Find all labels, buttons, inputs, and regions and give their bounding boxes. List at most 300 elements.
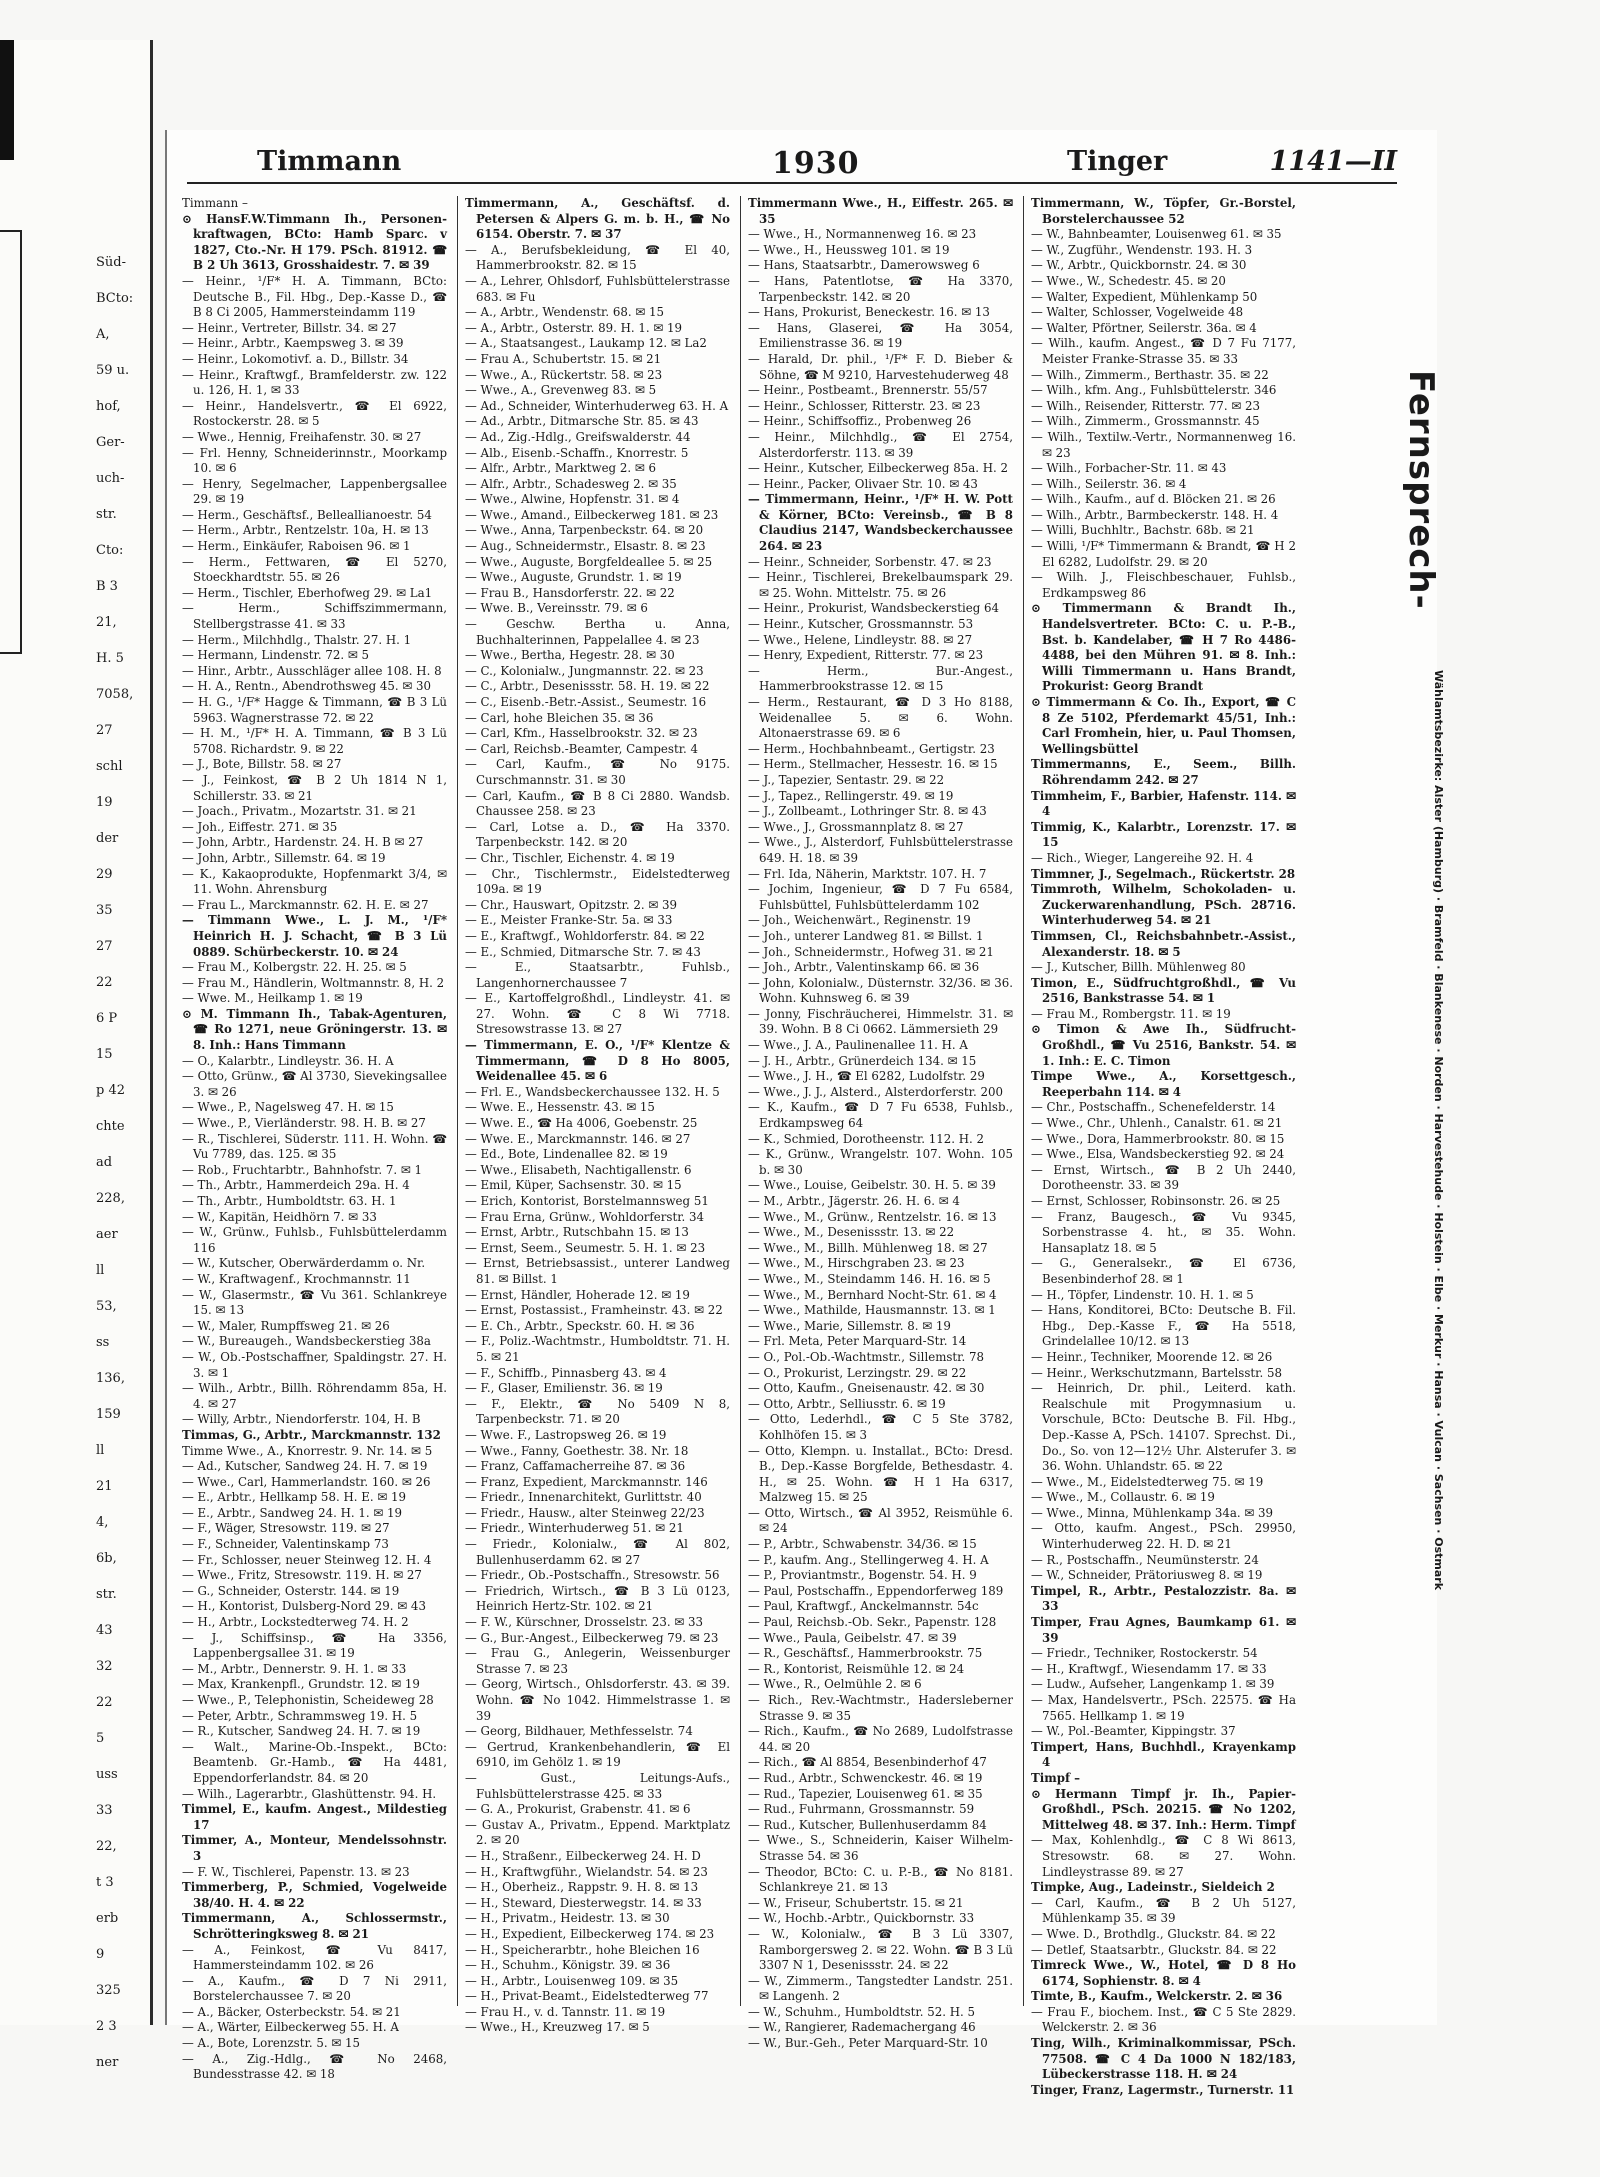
directory-entry: — Joh., Schneidermstr., Hofweg 31. ✉ 21 [748, 944, 994, 959]
directory-entry: — Wwe. D., Brothdlg., Gluckstr. 84. ✉ 22 [1031, 1926, 1276, 1941]
directory-entry: Ting, Wilh., Kriminalkommissar, PSch. 77508. ☎ C 4 Da 1000 N 182/183, Lübeckerstrasse 118. H. ✉ 24 [1031, 2036, 1296, 2082]
directory-entry: — Paul, Reichsb.-Ob. Sekr., Papenstr. 128 [748, 1615, 997, 1630]
directory-entry: — Heinr., Packer, Olivaer Str. 10. ✉ 43 [748, 476, 978, 491]
directory-entry: — Heinr., Handelsvertr., ☎ El 6922, Rostockerstr. 28. ✉ 5 [182, 398, 447, 429]
directory-entry: — A., Staatsangest., Laukamp 12. ✉ La2 [465, 336, 707, 351]
directory-entry: — Wilh., Forbacher-Str. 11. ✉ 43 [1031, 461, 1227, 476]
directory-entry: — Wwe., J. H., ☎ El 6282, Ludolfstr. 29 [748, 1069, 985, 1084]
directory-entry: — G., Generalsekr., ☎ El 6736, Besenbinderhof 28. ✉ 1 [1031, 1256, 1296, 1286]
directory-entry: — Aug., Schneidermstr., Elsastr. 8. ✉ 23 [465, 539, 706, 554]
directory-entry: — Otto, Lederhdl., ☎ C 5 Ste 3782, Kohlhöfen 15. ✉ 3 [748, 1412, 1013, 1442]
ad-box-fragment [0, 230, 22, 654]
previous-page-fragment: H. 5 [96, 651, 124, 666]
previous-page-fragment: uss [96, 1767, 118, 1782]
directory-entry: — F., Wäger, Stresowstr. 119. ✉ 27 [182, 1521, 390, 1536]
directory-entry: — Hans, Glaserei, ☎ Ha 3054, Emilienstrasse 36. ✉ 19 [748, 320, 1013, 351]
directory-entry: — Peter, Arbtr., Schrammsweg 19. H. 5 [182, 1708, 418, 1723]
directory-entry: Timte, B., Kaufm., Welckerstr. 2. ✉ 36 [1031, 1989, 1283, 2004]
directory-entry: — Wwe., M., Collaustr. 6. ✉ 19 [1031, 1490, 1215, 1505]
directory-entry: — Wwe., P., Nagelsweg 47. H. ✉ 15 [182, 1100, 394, 1115]
directory-entry: — Heinr., Werkschutzmann, Bartelsstr. 58 [1031, 1365, 1282, 1380]
directory-entry: Timme Wwe., A., Knorrestr. 9. Nr. 14. ✉ 5 [182, 1443, 433, 1458]
directory-entry: — K., Schmied, Dorotheenstr. 112. H. 2 [748, 1131, 985, 1146]
directory-entry: — Wwe., Dora, Hammerbrookstr. 80. ✉ 15 [1031, 1131, 1285, 1146]
columns-container [182, 196, 1296, 2097]
directory-entry: — Paul, Postschaffn., Eppendorferweg 189 [748, 1583, 1004, 1598]
directory-entry: — Rud., Kutscher, Bullenhuserdamm 84 [748, 1817, 987, 1832]
previous-page-fragment: 9 [96, 1947, 105, 1962]
directory-entry: — Frl. Meta, Peter Marquard-Str. 14 [748, 1334, 967, 1349]
directory-entry: — Carl, Kaufm., ☎ B 2 Uh 5127, Mühlenkamp 35. ✉ 39 [1031, 1895, 1296, 1926]
directory-entry: Timmel, E., kaufm. Angest., Mildestieg 17 [182, 1802, 447, 1832]
directory-entry: — Frau A., Schubertstr. 15. ✉ 21 [465, 351, 662, 366]
directory-entry: — Rich., Kaufm., ☎ No 2689, Ludolfstrasse 44. ✉ 20 [748, 1724, 1013, 1754]
directory-entry: — Wilh., Kaufm., auf d. Blöcken 21. ✉ 26 [1031, 492, 1276, 507]
previous-page-fragment: ll [96, 1443, 105, 1458]
previous-page-fragment: hof, [96, 399, 121, 414]
previous-page-fragment: ll [96, 1263, 105, 1278]
previous-page-fragment: BCto: [96, 291, 134, 306]
column-4 [1031, 196, 1296, 2097]
directory-entry: — Friedr., Hausw., alter Steinweg 22/23 [465, 1505, 705, 1520]
previous-page-fragment: schl [96, 759, 123, 774]
directory-entry: — Wwe., Chr., Uhlenh., Canalstr. 61. ✉ 21 [1031, 1116, 1283, 1131]
previous-page-fragment: 22, [96, 1839, 117, 1854]
directory-entry: Tinger, Franz, Lagermstr., Turnerstr. 11 [1031, 2082, 1295, 2097]
directory-entry: — Wilh., Seilerstr. 36. ✉ 4 [1031, 476, 1187, 491]
directory-entry: — F., Glaser, Emilienstr. 36. ✉ 19 [465, 1381, 663, 1396]
directory-entry: — F., Elektr., ☎ No 5409 N 8, Tarpenbeckstr. 71. ✉ 20 [465, 1396, 730, 1427]
directory-entry: — Carl, hohe Bleichen 35. ✉ 36 [465, 710, 654, 725]
directory-entry: — Wwe., Auguste, Grundstr. 1. ✉ 19 [465, 570, 682, 585]
directory-entry: — Jochim, Ingenieur, ☎ D 7 Fu 6584, Fuhlsbüttel, Fuhlsbüttelerdamm 102 [748, 882, 1013, 912]
directory-entry: — W., Friseur, Schubertstr. 15. ✉ 21 [748, 1895, 964, 1910]
directory-entry: — Friedr., Ob.-Postschaffn., Stresowstr. 56 [465, 1568, 720, 1583]
column-divider [457, 196, 458, 2006]
directory-entry: Timpf – [1031, 1770, 1081, 1785]
directory-entry: — Franz, Expedient, Marckmannstr. 146 [465, 1474, 708, 1489]
directory-entry: ⊙ Timon & Awe Ih., Südfrucht-Großhdl., ☎ Vu 2516, Bankstr. 54. ✉ 1. Inh.: E. C. Timon [1031, 1022, 1296, 1068]
previous-page-fragment: 53, [96, 1299, 117, 1314]
side-margin [1397, 370, 1457, 1850]
header-year: 1930 [772, 146, 860, 181]
directory-entry: — Wwe. E., Marckmannstr. 146. ✉ 27 [465, 1131, 691, 1146]
directory-entry: — Heinr., Tischlerei, Brekelbaumspark 29. ✉ 25. Wohn. Mittelstr. 75. ✉ 26 [748, 570, 1013, 600]
directory-entry: Timmerberg, P., Schmied, Vogelweide 38/40. H. 4. ✉ 22 [182, 1880, 447, 1910]
directory-entry: — Erich, Kontorist, Borstelmannsweg 51 [465, 1194, 709, 1208]
directory-entry: — Chr., Tischlermstr., Eidelstedterweg 109a. ✉ 19 [465, 866, 730, 897]
directory-entry: — Herm., Hochbahnbeamt., Gertigstr. 23 [748, 741, 995, 756]
previous-page-fragment: 159 [96, 1407, 121, 1422]
directory-entry: — Rud., Tapezier, Louisenweg 61. ✉ 35 [748, 1786, 983, 1801]
directory-entry: — Fr., Schlosser, neuer Steinweg 12. H. 4 [182, 1552, 432, 1567]
directory-entry: — Th., Arbtr., Humboldtstr. 63. H. 1 [182, 1194, 397, 1208]
previous-page-fragment: 7058, [96, 687, 134, 702]
directory-entry: Timmermann, A., Schlossermstr., Schrötteringksweg 8. ✉ 21 [182, 1911, 447, 1941]
previous-page-fragment: 4, [96, 1515, 109, 1530]
directory-entry: — Frau M., Rombergstr. 11. ✉ 19 [1031, 1006, 1231, 1021]
directory-entry: — Ernst, Arbtr., Rutschbahn 15. ✉ 13 [465, 1225, 689, 1240]
directory-entry: — W., Bureaugeh., Wandsbeckerstieg 38a [182, 1334, 431, 1349]
directory-entry: — Alfr., Arbtr., Schadesweg 2. ✉ 35 [465, 476, 677, 491]
directory-entry: — H., Kraftwgf., Wiesendamm 17. ✉ 33 [1031, 1661, 1267, 1676]
directory-entry: — Wilh., Arbtr., Barmbeckerstr. 148. H. 4 [1031, 507, 1279, 522]
directory-entry: — Th., Arbtr., Hammerdeich 29a. H. 4 [182, 1178, 410, 1193]
directory-entry: — Ernst, Schlosser, Robinsonstr. 26. ✉ 25 [1031, 1194, 1281, 1208]
directory-entry: — C., Kolonialw., Jungmannstr. 22. ✉ 23 [465, 663, 704, 678]
directory-entry: — Rud., Arbtr., Schwenckestr. 46. ✉ 19 [748, 1770, 983, 1785]
directory-entry: — M., Arbtr., Jägerstr. 26. H. 6. ✉ 4 [748, 1194, 960, 1208]
directory-entry: — Heinr., Schiffsoffiz., Probenweg 26 [748, 414, 972, 429]
directory-entry: Timreck Wwe., W., Hotel, ☎ D 8 Ho 6174, Sophienstr. 8. ✉ 4 [1031, 1958, 1296, 1988]
previous-page-fragment: 35 [96, 903, 113, 918]
directory-entry: — W., Zimmerm., Tangstedter Landstr. 251. ✉ Langenh. 2 [748, 1973, 1013, 2004]
directory-entry: — Heinr., Postbeamt., Brennerstr. 55/57 [748, 383, 988, 398]
directory-entry: — Gustav A., Privatm., Eppend. Marktplatz 2. ✉ 20 [465, 1817, 730, 1848]
directory-entry: — Otto, Kaufm., Gneisenaustr. 42. ✉ 30 [748, 1381, 985, 1396]
directory-entry: — M., Arbtr., Dennerstr. 9. H. 1. ✉ 33 [182, 1661, 407, 1676]
directory-entry: — Wwe. E., ☎ Ha 4006, Goebenstr. 25 [465, 1116, 698, 1131]
previous-page-fragment: aer [96, 1227, 118, 1242]
directory-entry: — Harald, Dr. phil., ¹/F* F. D. Bieber & Söhne, ☎ M 9210, Harvestehuderweg 48 [748, 351, 1013, 382]
directory-entry: — Herm., Bur.-Angest., Hammerbrookstrasse 12. ✉ 15 [748, 663, 1013, 694]
directory-entry: — Wwe., Auguste, Borgfeldeallee 5. ✉ 25 [465, 554, 713, 569]
previous-page-fragment: 15 [96, 1047, 113, 1062]
directory-entry: — Friedrich, Wirtsch., ☎ B 3 Lü 0123, Heinrich Hertz-Str. 102. ✉ 21 [465, 1583, 730, 1614]
directory-entry: — P., Arbtr., Schwabenstr. 34/36. ✉ 15 [748, 1537, 977, 1552]
directory-entry: — Heinr., Kutscher, Grossmannstr. 53 [748, 617, 974, 632]
directory-entry: — Wilh., kfm. Ang., Fuhlsbüttelerstr. 346 [1031, 383, 1277, 398]
directory-entry: — Friedr., Techniker, Rostockerstr. 54 [1031, 1646, 1258, 1661]
directory-entry: — A., Bäcker, Osterbeckstr. 54. ✉ 21 [182, 2004, 401, 2019]
previous-page-fragment: ss [96, 1335, 110, 1350]
directory-entry: — Rob., Fruchtarbtr., Bahnhofstr. 7. ✉ 1 [182, 1162, 423, 1177]
directory-entry: — E., Arbtr., Sandweg 24. H. 1. ✉ 19 [182, 1505, 403, 1520]
directory-entry: — Alb., Eisenb.-Schaffn., Knorrestr. 5 [465, 445, 689, 460]
directory-entry: — Wilh., Zimmerm., Grossmannstr. 45 [1031, 414, 1260, 429]
previous-page-fragment: t 3 [96, 1875, 114, 1890]
directory-entry: — J., Bote, Billstr. 58. ✉ 27 [182, 757, 342, 772]
directory-entry: — Chr., Postschaffn., Schenefelderstr. 14 [1031, 1100, 1276, 1115]
directory-entry: — A., Wärter, Eilbeckerweg 55. H. A [182, 2020, 399, 2035]
previous-page-fragment: ner [96, 2055, 119, 2070]
directory-entry: — Wwe., M., Billh. Mühlenweg 18. ✉ 27 [748, 1240, 988, 1255]
directory-entry: ⊙ HansF.W.Timmann Ih., Personen-kraftwagen, BCto: Hamb Sparc. v 1827, Cto.-Nr. H 179. PSch. 81912. ☎ B 2 Uh 3613, Grosshaidestr. 7. ✉ 39 [182, 211, 447, 273]
previous-page-fragment: 2 3 [96, 2019, 117, 2034]
directory-entry: — Wwe., Amand., Eilbeckerweg 181. ✉ 23 [465, 507, 719, 522]
directory-entry: — Hans, Prokurist, Beneckestr. 16. ✉ 13 [748, 305, 990, 320]
directory-entry: — Wwe., Elsa, Wandsbeckerstieg 92. ✉ 24 [1031, 1147, 1285, 1162]
directory-entry: — Wwe., J. A., Paulinenallee 11. H. A [748, 1038, 968, 1053]
directory-entry: — Wwe., A., Grevenweg 83. ✉ 5 [465, 383, 657, 398]
column-3 [748, 196, 1013, 2051]
directory-entry: — Willi, ¹/F* Timmermann & Brandt, ☎ H 2 El 6282, Ludolfstr. 29. ✉ 20 [1031, 539, 1296, 569]
directory-entry: — W., Pol.-Beamter, Kippingstr. 37 [1031, 1724, 1236, 1739]
directory-entry: — J., Schiffsinsp., ☎ Ha 3356, Lappenbergsallee 31. ✉ 19 [182, 1630, 447, 1661]
directory-entry: — Paul, Kraftwgf., Anckelmannstr. 54c [748, 1599, 979, 1614]
directory-entry: — F., Schiffb., Pinnasberg 43. ✉ 4 [465, 1365, 667, 1380]
directory-entry: — Willy, Arbtr., Niendorferstr. 104, H. B [182, 1412, 421, 1427]
directory-entry: Timmroth, Wilhelm, Schokoladen- u. Zuckerwarenhandlung, PSch. 28716. Winterhuderweg 54. ✉ 21 [1031, 882, 1296, 928]
directory-entry: — Wwe., Alwine, Hopfenstr. 31. ✉ 4 [465, 492, 680, 507]
directory-entry: ⊙ M. Timmann Ih., Tabak-Agenturen, ☎ Ro 1271, neue Gröningerstr. 13. ✉ 8. Inh.: Hans Timmann [182, 1006, 447, 1053]
side-exchange-list: Wählamtsbezirke: Alster (Hamburg) · Bramfeld · Blankenese · Norden · Harvestehude · Holstein · Elbe · Merkur · Hansa · Vulcan · Sachsen · Ostmark [1432, 670, 1445, 1591]
previous-page-fragment: 43 [96, 1623, 113, 1638]
previous-page-fragment: str. [96, 1587, 117, 1602]
directory-entry: — Wwe., J. J., Alsterd., Alsterdorferstr. 200 [748, 1084, 1004, 1099]
directory-entry: — John, Arbtr., Sillemstr. 64. ✉ 19 [182, 850, 386, 865]
directory-entry: — A., Lehrer, Ohlsdorf, Fuhlsbüttelerstrasse 683. ✉ Fu [465, 273, 730, 304]
directory-entry: — Ad., Zig.-Hdlg., Greifswalderstr. 44 [465, 429, 691, 444]
directory-entry: — Frau L., Marckmannstr. 62. H. E. ✉ 27 [182, 897, 429, 912]
directory-entry: — Franz, Baugesch., ☎ Vu 9345, Sorbenstrasse 4. ht., ✉ 35. Wohn. Hansaplatz 18. ✉ 5 [1031, 1209, 1296, 1255]
directory-entry: — J., Tapezier, Sentastr. 29. ✉ 22 [748, 772, 945, 787]
directory-entry: — H., Kraftwgführ., Wielandstr. 54. ✉ 23 [465, 1864, 708, 1879]
directory-entry: — Frl. E., Wandsbeckerchaussee 132. H. 5 [465, 1084, 720, 1099]
directory-entry: — Timmermann, Heinr., ¹/F* H. W. Pott & Körner, BCto: Vereinsb., ☎ B 8 Claudius 2147, Wandsbeckerchaussee 264. ✉ 23 [748, 492, 1013, 554]
directory-entry: — G., Schneider, Osterstr. 144. ✉ 19 [182, 1583, 400, 1598]
previous-page-fragment: p 42 [96, 1083, 125, 1098]
directory-entry: — G. A., Prokurist, Grabenstr. 41. ✉ 6 [465, 1802, 691, 1817]
previous-page-fragment: A, [96, 327, 110, 342]
directory-entry: — H., Expedient, Eilbeckerweg 174. ✉ 23 [465, 1926, 715, 1941]
directory-entry: — O., Kalarbtr., Lindleystr. 36. H. A [182, 1053, 394, 1068]
previous-page-fragment: 19 [96, 795, 113, 810]
directory-entry: Timmheim, F., Barbier, Hafenstr. 114. ✉ 4 [1031, 788, 1296, 819]
directory-entry: Timper, Frau Agnes, Baumkamp 61. ✉ 39 [1031, 1615, 1296, 1645]
directory-entry: — H., Privatm., Heidestr. 13. ✉ 30 [465, 1911, 670, 1926]
directory-entry: — W., Kolonialw., ☎ B 3 Lü 3307, Ramborgersweg 2. ✉ 22. Wohn. ☎ B 3 Lü 3307 N 1, Desenissstr. 24. ✉ 22 [748, 1926, 1013, 1973]
directory-entry: — W., Kapitän, Heidhörn 7. ✉ 33 [182, 1209, 377, 1224]
directory-entry: Timon, E., Südfruchtgroßhdl., ☎ Vu 2516, Bankstrasse 54. ✉ 1 [1031, 975, 1296, 1006]
directory-entry: — Ad., Schneider, Winterhuderweg 63. H. A [465, 398, 729, 413]
directory-entry: — Wwe., P., Telephonistin, Scheideweg 28 [182, 1693, 434, 1707]
directory-entry: — O., Pol.-Ob.-Wachtmstr., Sillemstr. 78 [748, 1349, 985, 1364]
directory-entry: — Joh., Eiffestr. 271. ✉ 35 [182, 819, 338, 834]
header-last-name: Tinger [1067, 146, 1168, 177]
directory-entry: — A., Feinkost, ☎ Vu 8417, Hammersteindamm 102. ✉ 26 [182, 1942, 447, 1973]
directory-entry: — Heinr., Kraftwgf., Bramfelderstr. zw. 122 u. 126, H. 1, ✉ 33 [182, 367, 447, 398]
directory-entry: — R., Tischlerei, Süderstr. 111. H. Wohn. ☎ Vu 7789, das. 125. ✉ 35 [182, 1131, 447, 1162]
directory-entry: — Wilh., kaufm. Angest., ☎ D 7 Fu 7177, Meister Franke-Strasse 35. ✉ 33 [1031, 336, 1296, 366]
directory-entry: Timpert, Hans, Buchhdl., Krayenkamp 4 [1031, 1739, 1296, 1770]
directory-entry: — Hans, Konditorei, BCto: Deutsche B. Fil. Hbg., Dep.-Kasse F., ☎ Ha 5518, Grindelallee 10/12. ✉ 13 [1031, 1303, 1296, 1349]
directory-entry: — F., Poliz.-Wachtmstr., Humboldtstr. 71. H. 5. ✉ 21 [465, 1334, 730, 1364]
directory-entry: Timmig, K., Kalarbtr., Lorenzstr. 17. ✉ 15 [1031, 819, 1296, 850]
header-first-name: Timmann [257, 146, 402, 177]
directory-entry: — Wilh. J., Fleischbeschauer, Fuhlsb., Erdkampsweg 86 [1031, 570, 1296, 600]
directory-entry: — Rud., Fuhrmann, Grossmannstr. 59 [748, 1802, 975, 1817]
directory-entry: — F., Schneider, Valentinskamp 73 [182, 1537, 389, 1552]
previous-page-fragment: 59 u. [96, 363, 130, 378]
directory-entry: — Wwe., M., Hirschgraben 23. ✉ 23 [748, 1256, 965, 1271]
directory-entry: — J. H., Arbtr., Grünerdeich 134. ✉ 15 [748, 1053, 977, 1068]
directory-entry: — E., Kartoffelgroßhdl., Lindleystr. 41. ✉ 27. Wohn. ☎ C 8 Wi 7718. Stresowstrasse 13. ✉ 27 [465, 991, 730, 1037]
directory-entry: — Heinrich, Dr. phil., Leiterd. kath. Realschule mit Progymnasium u. Vorschule, BCto: Deutsche B. Fil. Hbg., Dep.-Kasse A, PSch. 14107. Sprechst. Di., Do., So. von 12—12½ Uhr. Alsterufer 3. ✉ 36. Wohn. Uhlandstr. 65. ✉ 22 [1031, 1381, 1296, 1474]
directory-entry: — R., Geschäftsf., Hammerbrookstr. 75 [748, 1646, 983, 1661]
directory-entry: — J., Feinkost, ☎ B 2 Uh 1814 N 1, Schillerstr. 33. ✉ 21 [182, 772, 447, 803]
directory-entry: — Ludw., Aufseher, Langenkamp 1. ✉ 39 [1031, 1677, 1275, 1692]
directory-entry: — F. W., Tischlerei, Papenstr. 13. ✉ 23 [182, 1864, 410, 1879]
previous-page-fragment: 325 [96, 1983, 121, 1998]
directory-entry: — W., Grünw., Fuhlsb., Fuhlsbüttelerdamm 116 [182, 1225, 447, 1255]
column-divider [740, 196, 741, 2006]
directory-entry: Timmner, J., Segelmach., Rückertstr. 28 [1031, 866, 1296, 881]
directory-entry: — Max, Handelsvertr., PSch. 22575. ☎ Ha 7565. Hellkamp 1. ✉ 19 [1031, 1693, 1296, 1723]
directory-entry: — A., Kaufm., ☎ D 7 Ni 2911, Borstelerchaussee 7. ✉ 20 [182, 1973, 447, 2004]
directory-entry: — W., Rangierer, Rademachergang 46 [748, 2020, 976, 2035]
directory-entry: — W., Arbtr., Quickbornstr. 24. ✉ 30 [1031, 258, 1247, 273]
running-header [187, 142, 1397, 184]
directory-entry: ⊙ Hermann Timpf jr. Ih., Papier-Großhdl., PSch. 20215. ☎ No 1202, Mittelweg 48. ✉ 37. Inh.: Herm. Timpf [1031, 1786, 1296, 1832]
directory-entry: — Walt., Marine-Ob.-Inspekt., BCto: Beamtenb. Gr.-Hamb., ☎ Ha 4481, Eppendorferlandstr. 84. ✉ 20 [182, 1739, 447, 1785]
directory-entry: — H., Oberheiz., Rappstr. 9. H. 8. ✉ 13 [465, 1880, 699, 1895]
previous-page-fragment: Ger- [96, 435, 125, 450]
directory-entry: — A., Berufsbekleidung, ☎ El 40, Hammerbrookstr. 82. ✉ 15 [465, 242, 730, 273]
directory-entry: — Willi, Buchhltr., Bachstr. 68b. ✉ 21 [1031, 523, 1255, 538]
directory-entry: — A., Zig.-Hdlg., ☎ No 2468, Bundesstrasse 42. ✉ 18 [182, 2051, 447, 2082]
directory-entry: — Heinr., Lokomotivf. a. D., Billstr. 34 [182, 351, 409, 366]
directory-entry: — Wilh., Reisender, Ritterstr. 77. ✉ 23 [1031, 398, 1261, 413]
directory-entry: — Wwe., M., Grünw., Rentzelstr. 16. ✉ 13 [748, 1209, 997, 1224]
directory-entry: — H., Speicherarbtr., hohe Bleichen 16 [465, 1942, 700, 1957]
directory-entry: — Wwe., H., Kreuzweg 17. ✉ 5 [465, 2020, 650, 2035]
directory-entry: — Joach., Privatm., Mozartstr. 31. ✉ 21 [182, 804, 417, 819]
previous-page-fragment: 29 [96, 867, 113, 882]
directory-entry: — Joh., Arbtr., Valentinskamp 66. ✉ 36 [748, 960, 980, 975]
directory-entry: ⊙ Timmermann & Co. Ih., Export, ☎ C 8 Ze 5102, Pferdemarkt 45/51, Inh.: Carl Fromhein, hier, u. Paul Thomsen, Wellingsbüttel [1031, 695, 1296, 756]
directory-entry: — O., Prokurist, Lerzingstr. 29. ✉ 22 [748, 1365, 967, 1380]
directory-entry: — Timmann Wwe., L. J. M., ¹/F* Heinrich H. J. Schacht, ☎ B 3 Lü 0889. Schürbeckerstr. 10. ✉ 24 [182, 913, 447, 959]
directory-entry: — R., Postschaffn., Neumünsterstr. 24 [1031, 1552, 1259, 1567]
directory-entry: — John, Arbtr., Hardenstr. 24. H. B ✉ 27 [182, 835, 424, 850]
directory-entry: Timmermann, W., Töpfer, Gr.-Borstel, Borstelerchaussee 52 [1031, 196, 1296, 226]
directory-entry: — Rich., Wieger, Langereihe 92. H. 4 [1031, 850, 1254, 865]
previous-page-fragment: 5 [96, 1731, 105, 1746]
directory-entry: — Hinr., Arbtr., Ausschläger allee 108. H. 8 [182, 663, 442, 678]
column-2 [465, 196, 730, 2035]
directory-entry: — Heinr., Vertreter, Billstr. 34. ✉ 27 [182, 320, 397, 335]
binding-shadow [0, 40, 14, 160]
directory-entry: — Otto, Klempn. u. Installat., BCto: Dresd. B., Dep.-Kasse Borgfelde, Bethesdastr. 4. H., ✉ 25. Wohn. ☎ H 1 Ha 6317, Malzweg 15. ✉ 25 [748, 1443, 1013, 1505]
directory-entry: — H., Schuhm., Königstr. 39. ✉ 36 [465, 1958, 671, 1973]
directory-entry: ⊙ Timmermann & Brandt Ih., Handelsvertreter. BCto: C. u. P.-B., Bst. b. Kandelaber, ☎ H 7 Ro 4486-4488, bei den Mühren 91. ✉ 8. Inh.: Willi Timmermann u. Hans Brandt, Prokurist: Georg Brandt [1031, 601, 1296, 694]
directory-entry: — Wwe. F., Lastropsweg 26. ✉ 19 [465, 1427, 667, 1442]
directory-entry: — E., Arbtr., Hellkamp 58. H. E. ✉ 19 [182, 1490, 406, 1505]
directory-entry: — Frau B., Hansdorferstr. 22. ✉ 22 [465, 585, 675, 600]
directory-entry: — Wwe., Louise, Geibelstr. 30. H. 5. ✉ 39 [748, 1178, 996, 1193]
directory-entry: — Herm., Restaurant, ☎ D 3 Ho 8188, Weidenallee 5. ✉ 6. Wohn. Altonaerstrasse 69. ✉ 6 [748, 695, 1013, 741]
previous-page-fragment: erb [96, 1911, 119, 1926]
directory-entry: — Heinr., Schneider, Sorbenstr. 47. ✉ 23 [748, 554, 992, 569]
directory-entry: — E., Staatsarbtr., Fuhlsb., Langenhornerchaussee 7 [465, 960, 730, 990]
directory-entry: Timmsen, Cl., Reichsbahnbetr.-Assist., Alexanderstr. 18. ✉ 5 [1031, 928, 1296, 959]
previous-page-fragment: 21, [96, 615, 117, 630]
directory-entry: — K., Kakaoprodukte, Hopfenmarkt 3/4, ✉ 11. Wohn. Ahrensburg [182, 866, 447, 897]
directory-entry: — A., Arbtr., Wendenstr. 68. ✉ 15 [465, 305, 665, 320]
directory-entry: — Herm., Milchhdlg., Thalstr. 27. H. 1 [182, 632, 412, 647]
directory-entry: — H., Arbtr., Louisenweg 109. ✉ 35 [465, 1973, 679, 1988]
directory-entry: — Heinr., Kutscher, Eilbeckerweg 85a. H. 2 [748, 461, 1009, 476]
directory-entry: — W., Schneider, Prätoriusweg 8. ✉ 19 [1031, 1568, 1263, 1583]
previous-page-fragment: 228, [96, 1191, 125, 1206]
directory-entry: — Herm., Schiffszimmermann, Stellbergstrasse 41. ✉ 33 [182, 601, 447, 632]
previous-page-fragment: der [96, 831, 119, 846]
directory-entry: — Heinr., Milchhdlg., ☎ El 2754, Alsterdorferstr. 113. ✉ 39 [748, 429, 1013, 460]
previous-page-fragment: 27 [96, 723, 113, 738]
directory-entry: — Frau H., v. d. Tannstr. 11. ✉ 19 [465, 2004, 666, 2019]
directory-entry: — Georg, Wirtsch., Ohlsdorferstr. 43. ✉ 39. Wohn. ☎ No 1042. Himmelstrasse 1. ✉ 39 [465, 1677, 730, 1723]
page-number: 1141—II [1269, 146, 1397, 177]
directory-entry: — Wwe., J., Grossmannplatz 8. ✉ 27 [748, 819, 964, 834]
directory-entry: — Wwe., M., Steindamm 146. H. 16. ✉ 5 [748, 1271, 991, 1286]
directory-entry: — H. A., Rentn., Abendrothsweg 45. ✉ 30 [182, 679, 432, 694]
directory-entry: — Timmermann, E. O., ¹/F* Klentze & Timmermann, ☎ D 8 Ho 8005, Weidenallee 45. ✉ 6 [465, 1038, 730, 1084]
directory-entry: — Frau F., biochem. Inst., ☎ C 5 Ste 2829. Welckerstr. 2. ✉ 36 [1031, 2004, 1296, 2035]
directory-entry: — Wwe., Anna, Tarpenbeckstr. 64. ✉ 20 [465, 523, 704, 538]
directory-entry: — C., Arbtr., Desenissstr. 58. H. 19. ✉ 22 [465, 679, 710, 694]
directory-entry: Timmermann, A., Geschäftsf. d. Petersen & Alpers G. m. b. H., ☎ No 6154. Oberstr. 7. ✉ 37 [465, 196, 730, 242]
directory-entry: — Georg, Bildhauer, Methfesselstr. 74 [465, 1724, 693, 1739]
previous-page-fragment: 22 [96, 1695, 113, 1710]
directory-entry: — Ernst, Postassist., Framheinstr. 43. ✉ 22 [465, 1303, 723, 1318]
directory-entry: — Joh., unterer Landweg 81. ✉ Billst. 1 [748, 928, 984, 943]
directory-entry: — Rich., Rev.-Wachtmstr., Hadersleberner Strasse 9. ✉ 35 [748, 1693, 1013, 1723]
directory-entry: — W., Glasermstr., ☎ Vu 361. Schlankreye 15. ✉ 13 [182, 1287, 447, 1318]
directory-entry: — Wwe., M., Desenissstr. 13. ✉ 22 [748, 1225, 955, 1240]
directory-entry: — Wwe., Fritz, Stresowstr. 119. H. ✉ 27 [182, 1568, 422, 1583]
directory-entry: — Wwe., Paula, Geibelstr. 47. ✉ 39 [748, 1630, 957, 1645]
directory-entry: — Chr., Tischler, Eichenstr. 4. ✉ 19 [465, 850, 675, 865]
directory-entry: — W., Schuhm., Humboldtstr. 52. H. 5 [748, 2004, 976, 2019]
directory-entry: — Wwe., J., Alsterdorf, Fuhlsbüttelerstrasse 649. H. 18. ✉ 39 [748, 835, 1013, 865]
directory-entry: Timpel, R., Arbtr., Pestalozzistr. 8a. ✉ 33 [1031, 1583, 1296, 1614]
directory-entry: — Ernst, Händler, Hoherade 12. ✉ 19 [465, 1287, 690, 1302]
directory-entry: — Henry, Segelmacher, Lappenbergsallee 29. ✉ 19 [182, 476, 447, 507]
directory-entry: Timmer, A., Monteur, Mendelssohnstr. 3 [182, 1833, 447, 1863]
directory-entry: — Wwe., Marie, Sillemstr. 8. ✉ 19 [748, 1318, 951, 1333]
directory-entry: — R., Kontorist, Reismühle 12. ✉ 24 [748, 1661, 965, 1676]
directory-entry: — Herm., Einkäufer, Raboisen 96. ✉ 1 [182, 539, 411, 554]
directory-entry: Timmas, G., Arbtr., Marckmannstr. 132 [182, 1427, 441, 1442]
directory-entry: — Heinr., Arbtr., Kaempsweg 3. ✉ 39 [182, 336, 404, 351]
directory-entry: — Herm., Stellmacher, Hessestr. 16. ✉ 15 [748, 757, 998, 772]
directory-entry: — Gust., Leitungs-Aufs., Fuhlsbüttelerstrasse 425. ✉ 33 [465, 1770, 730, 1801]
previous-page-fragment: Süd- [96, 255, 126, 270]
directory-entry: — Hermann, Lindenstr. 72. ✉ 5 [182, 648, 369, 663]
directory-entry: — Max, Krankenpfl., Grundstr. 12. ✉ 19 [182, 1677, 420, 1692]
directory-entry: — P., Proviantmstr., Bogenstr. 54. H. 9 [748, 1568, 977, 1583]
directory-page [165, 130, 1445, 2097]
directory-entry: — Carl, Lotse a. D., ☎ Ha 3370. Tarpenbeckstr. 142. ✉ 20 [465, 819, 730, 850]
directory-entry: — H., Töpfer, Lindenstr. 10. H. 1. ✉ 5 [1031, 1287, 1254, 1302]
directory-entry: — Rich., ☎ Al 8854, Besenbinderhof 47 [748, 1755, 987, 1770]
directory-entry: — H., Privat-Beamt., Eidelstedterweg 77 [465, 1989, 709, 2004]
directory-entry: — Wwe., H., Heussweg 101. ✉ 19 [748, 242, 950, 257]
directory-entry: — Wwe., Helene, Lindleystr. 88. ✉ 27 [748, 632, 973, 647]
directory-entry: — Emil, Küper, Sachsenstr. 30. ✉ 15 [465, 1178, 682, 1193]
directory-entry: — Wwe., A., Rückertstr. 58. ✉ 23 [465, 367, 663, 382]
directory-entry: — Chr., Hauswart, Opitzstr. 2. ✉ 39 [465, 897, 677, 912]
directory-entry: — John, Kolonialw., Düsternstr. 32/36. ✉ 36. Wohn. Kuhnsweg 6. ✉ 39 [748, 975, 1013, 1006]
directory-entry: — Wwe., Minna, Mühlenkamp 34a. ✉ 39 [1031, 1505, 1274, 1520]
directory-entry: — A., Arbtr., Osterstr. 89. H. 1. ✉ 19 [465, 320, 683, 335]
previous-page-fragment: 33 [96, 1803, 113, 1818]
directory-entry: — Wwe., Fanny, Goethestr. 38. Nr. 18 [465, 1443, 689, 1458]
directory-entry: Timpe Wwe., A., Korsettgesch., Reeperbahn 114. ✉ 4 [1031, 1069, 1296, 1099]
directory-entry: — Heinr., Prokurist, Wandsbeckerstieg 64 [748, 601, 1000, 616]
directory-entry: — H., Arbtr., Lockstedterweg 74. H. 2 [182, 1615, 409, 1630]
